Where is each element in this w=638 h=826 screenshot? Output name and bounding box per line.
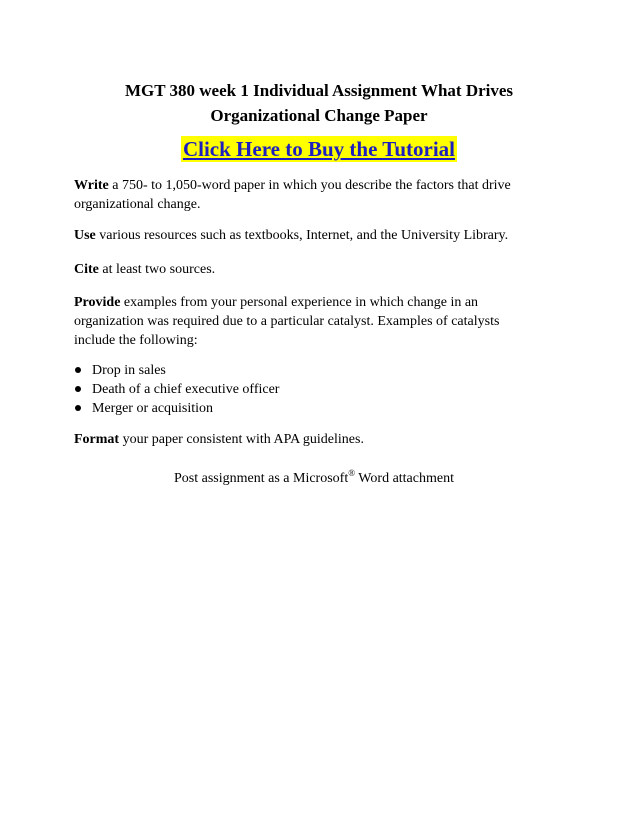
document-title (60, 78, 578, 128)
provide-text: examples from your personal experience in which change in an organization was required due to a particular catalyst. Examples of catalysts include the following: (74, 295, 500, 348)
cite-keyword: Cite (74, 262, 99, 277)
title-line-2: Organizational Change Paper (210, 106, 428, 125)
format-keyword: Format (74, 432, 120, 447)
footer-note (174, 464, 454, 488)
use-text: various resources such as textbooks, Internet, and the University Library. (95, 228, 509, 243)
catalyst-list (74, 361, 279, 418)
bullet-icon (75, 386, 81, 392)
title-line-1: MGT 380 week 1 Individual Assignment What Drives (124, 81, 514, 100)
list-item (74, 380, 279, 399)
list-item (74, 399, 279, 418)
write-text: a 750- to 1,050-word paper in which you describe the factors that drive organizational change. (74, 178, 511, 212)
registered-mark: ® (348, 468, 356, 478)
buy-tutorial-link[interactable]: Click Here to Buy the Tutorial (182, 137, 456, 161)
paragraph-write (74, 176, 544, 214)
provide-keyword: Provide (74, 295, 121, 310)
paragraph-provide (74, 293, 544, 350)
paragraph-format (74, 430, 544, 449)
footer-text-before: Post assignment as a Microsoft (174, 471, 349, 486)
list-item-text: Death of a chief executive officer (92, 382, 280, 397)
paragraph-use (74, 226, 544, 245)
list-item-text: Merger or acquisition (92, 401, 214, 416)
write-keyword: Write (74, 178, 109, 193)
bullet-icon (75, 405, 81, 411)
list-item-text: Drop in sales (92, 363, 166, 378)
format-text: your paper consistent with APA guidelines. (119, 432, 364, 447)
list-item (74, 361, 279, 380)
use-keyword: Use (74, 228, 96, 243)
tutorial-link-wrapper (0, 136, 638, 162)
cite-text: at least two sources. (98, 262, 216, 277)
footer-text-after: Word attachment (355, 471, 454, 486)
paragraph-cite (74, 260, 544, 279)
bullet-icon (75, 367, 81, 373)
